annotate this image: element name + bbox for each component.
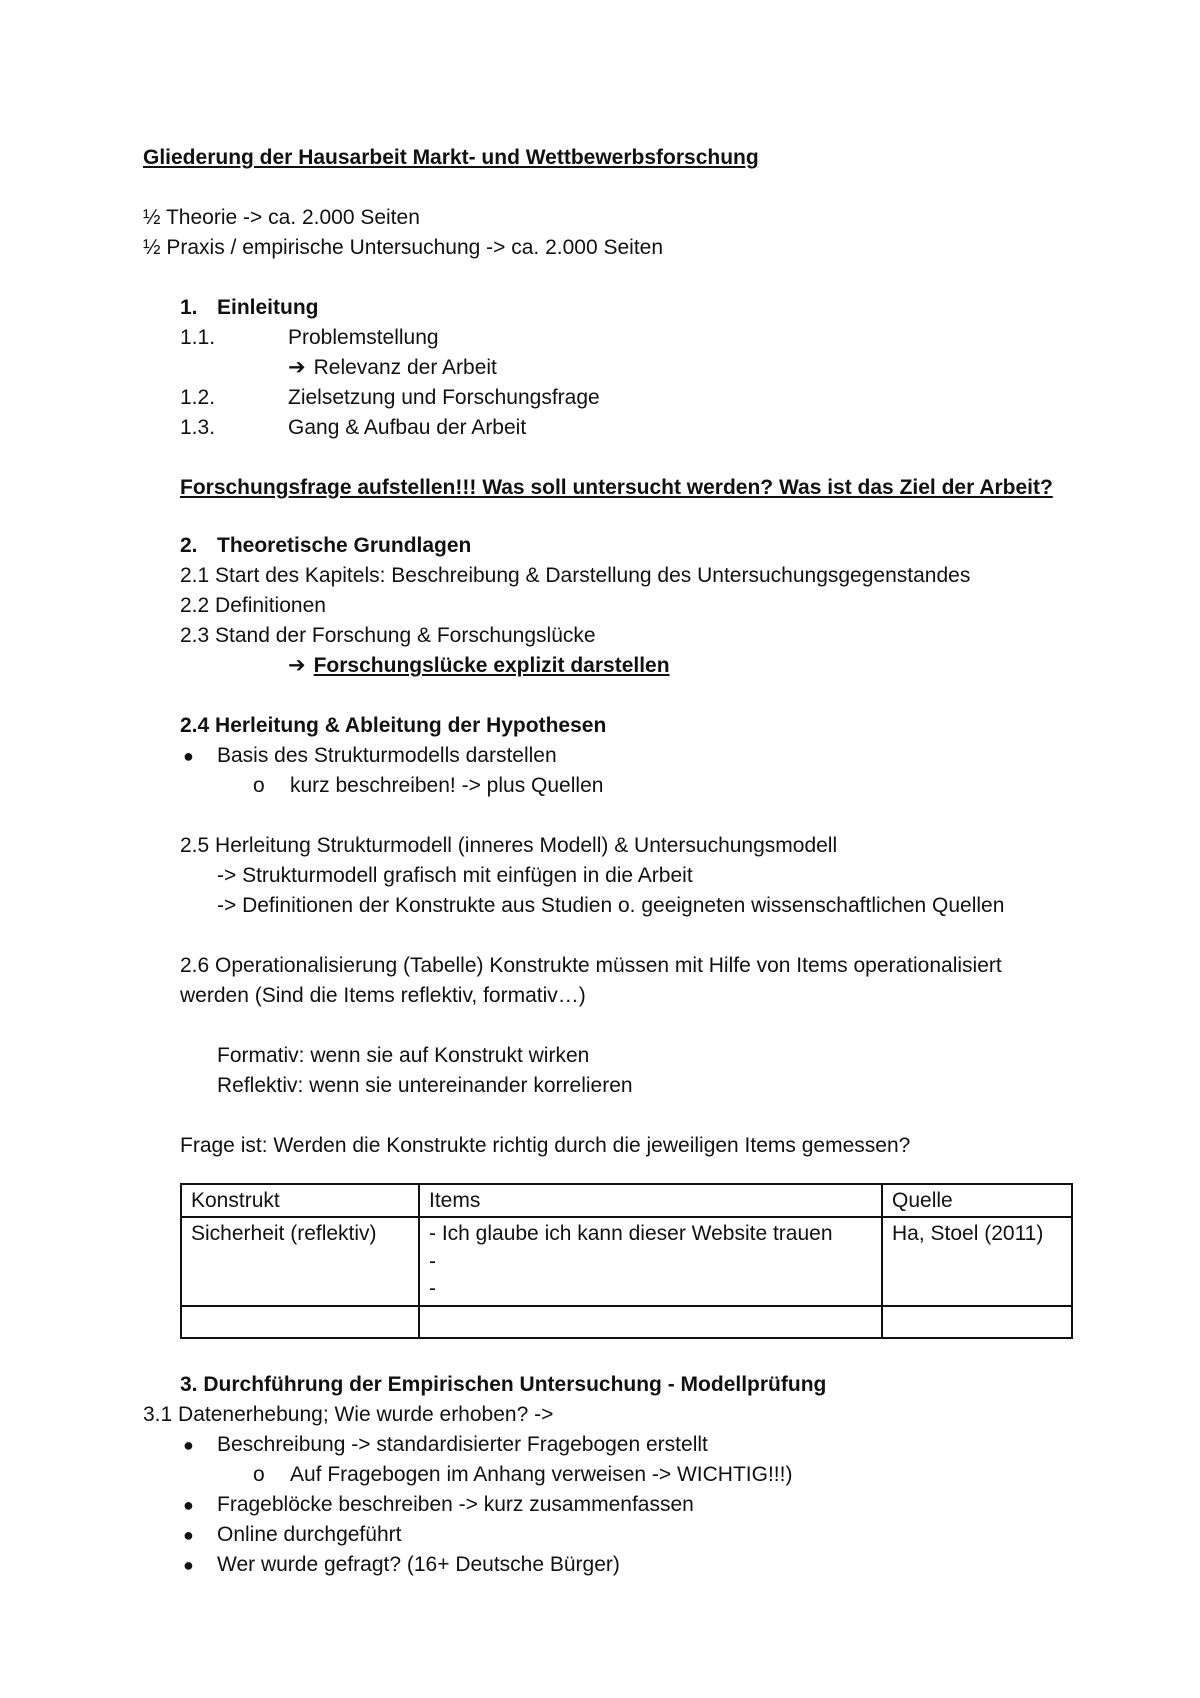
section1-item-text: Gang & Aufbau der Arbeit xyxy=(288,416,527,439)
section1-number: 1. xyxy=(180,296,198,319)
section1-item-2 xyxy=(180,385,600,410)
table-cell-items xyxy=(419,1217,882,1306)
section1-item-number: 1.3. xyxy=(180,416,216,439)
formativ-definition: Formativ: wenn sie auf Konstrukt wirken xyxy=(217,1044,590,1067)
table-cell-quelle: Ha, Stoel (2011) xyxy=(882,1217,1072,1306)
table-cell-empty xyxy=(419,1306,882,1338)
section2-5-line-1: -> Strukturmodell grafisch mit einfügen in die Arbeit xyxy=(217,864,693,887)
section1-heading xyxy=(180,295,319,320)
table-cell-empty xyxy=(882,1306,1072,1338)
bullet-icon: ● xyxy=(183,1435,194,1455)
arrow-icon: ➔ xyxy=(288,654,306,677)
section2-line-2-1: 2.1 Start des Kapitels: Beschreibung & Darstellung des Untersuchungsgegenstandes xyxy=(180,564,971,587)
table-row xyxy=(181,1217,1072,1306)
table-header-cell: Konstrukt xyxy=(181,1184,419,1217)
section2-6-line-2: werden (Sind die Items reflektiv, formativ…) xyxy=(180,984,586,1007)
section2-number: 2. xyxy=(180,534,198,557)
section3-1-line: 3.1 Datenerhebung; Wie wurde erhoben? -> xyxy=(143,1403,554,1426)
arrow-note-text: Forschungslücke explizit darstellen xyxy=(313,654,670,677)
section3-bullet-2: Frageblöcke beschreiben -> kurz zusammenfassen xyxy=(217,1493,694,1516)
section1-item-number: 1.2. xyxy=(180,386,216,409)
bullet-icon: ● xyxy=(183,1495,194,1515)
section1-item-text: Problemstellung xyxy=(288,326,439,349)
intro-line-theory: ½ Theorie -> ca. 2.000 Seiten xyxy=(143,206,420,229)
operationalization-table xyxy=(180,1183,1073,1339)
section2-arrow-note xyxy=(288,653,670,678)
intro-line-practice: ½ Praxis / empirische Untersuchung -> ca. 2.000 Seiten xyxy=(143,236,664,259)
section2-line-2-3: 2.3 Stand der Forschung & Forschungslücke xyxy=(180,624,596,647)
research-question-emphasis: Forschungsfrage aufstellen!!! Was soll untersucht werden? Was ist das Ziel der Arbeit? xyxy=(180,476,1053,499)
section1-item-number: 1.1. xyxy=(180,326,216,349)
section1-item-3 xyxy=(180,415,526,440)
item-line: - xyxy=(429,1276,436,1300)
section2-4-heading: 2.4 Herleitung & Ableitung der Hypothesen xyxy=(180,714,607,737)
section3-bullet-1: Beschreibung -> standardisierter Fragebogen erstellt xyxy=(217,1433,708,1456)
section2-4-bullet: Basis des Strukturmodells darstellen xyxy=(217,744,557,767)
section2-heading xyxy=(180,533,471,558)
section3-bullet-3: Online durchgeführt xyxy=(217,1523,402,1546)
table-header-cell: Items xyxy=(419,1184,882,1217)
section1-arrow-note xyxy=(288,355,497,380)
section2-title: Theoretische Grundlagen xyxy=(217,534,472,557)
section1-item-text: Zielsetzung und Forschungsfrage xyxy=(288,386,600,409)
bullet-icon: ● xyxy=(183,1555,194,1575)
reflektiv-definition: Reflektiv: wenn sie untereinander korrelieren xyxy=(217,1074,633,1097)
bullet-icon: ● xyxy=(183,1525,194,1545)
sub-bullet-icon: o xyxy=(253,774,265,797)
section2-6-line-1: 2.6 Operationalisierung (Tabelle) Konstrukte müssen mit Hilfe von Items operationalisiert xyxy=(180,954,1002,977)
section1-title: Einleitung xyxy=(217,296,319,319)
table-header-cell: Quelle xyxy=(882,1184,1072,1217)
document-title: Gliederung der Hausarbeit Markt- und Wettbewerbsforschung xyxy=(143,146,759,169)
section2-line-2-2: 2.2 Definitionen xyxy=(180,594,326,617)
arrow-note-text: Relevanz der Arbeit xyxy=(313,356,497,379)
section3-heading: 3. Durchführung der Empirischen Untersuchung - Modellprüfung xyxy=(180,1373,827,1396)
measurement-question: Frage ist: Werden die Konstrukte richtig durch die jeweiligen Items gemessen? xyxy=(180,1134,911,1157)
bullet-icon: ● xyxy=(183,746,194,766)
table-cell-empty xyxy=(181,1306,419,1338)
section3-bullet-4: Wer wurde gefragt? (16+ Deutsche Bürger) xyxy=(217,1553,620,1576)
item-line: - Ich glaube ich kann dieser Website trauen xyxy=(429,1222,833,1246)
table-row xyxy=(181,1306,1072,1338)
section2-5-line-2: -> Definitionen der Konstrukte aus Studien o. geeigneten wissenschaftlichen Quellen xyxy=(217,894,1005,917)
section2-4-sub-bullet: kurz beschreiben! -> plus Quellen xyxy=(290,774,604,797)
section1-item-1 xyxy=(180,325,439,350)
table-header-row xyxy=(181,1184,1072,1217)
section2-5-heading: 2.5 Herleitung Strukturmodell (inneres Modell) & Untersuchungsmodell xyxy=(180,834,838,857)
section3-sub-bullet: Auf Fragebogen im Anhang verweisen -> WICHTIG!!!) xyxy=(290,1463,793,1486)
item-line: - xyxy=(429,1249,436,1273)
sub-bullet-icon: o xyxy=(253,1463,265,1486)
arrow-icon: ➔ xyxy=(288,356,306,379)
table-cell-konstrukt: Sicherheit (reflektiv) xyxy=(181,1217,419,1306)
